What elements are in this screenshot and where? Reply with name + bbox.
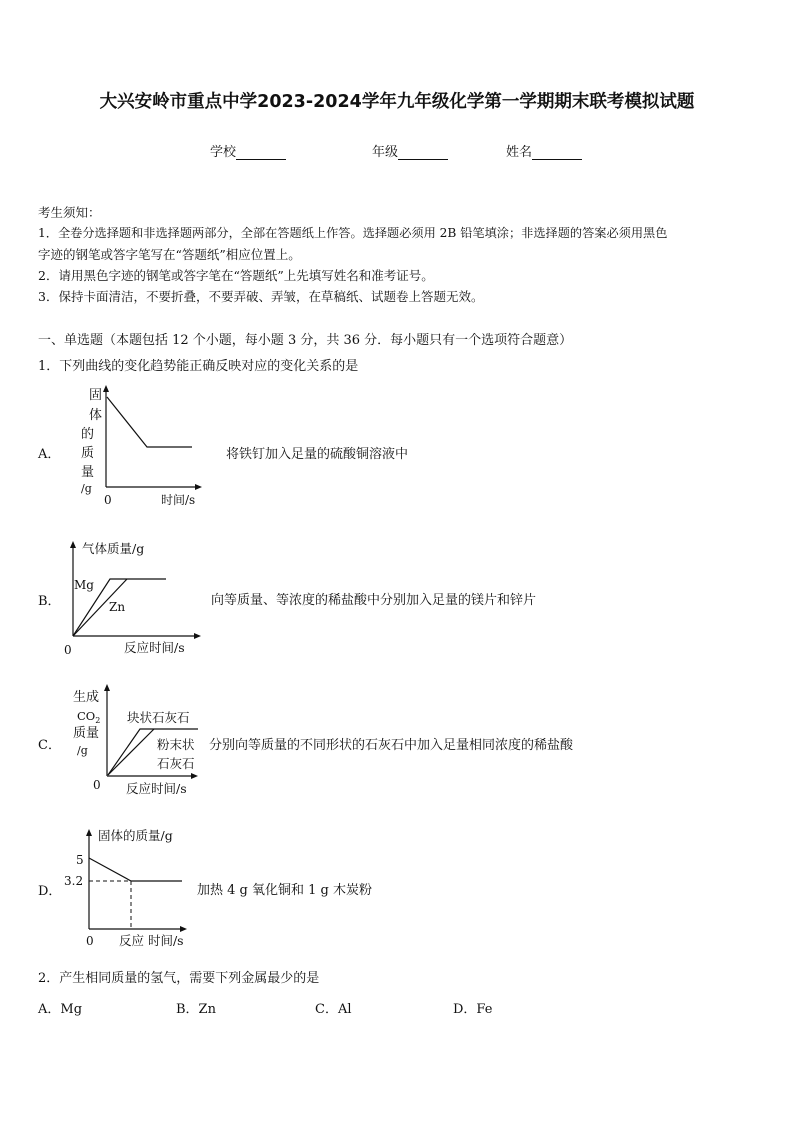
notice-line-1a: 1．全卷分选择题和非选择题两部分，全部在答题纸上作答。选择题必须用 2B 铅笔填涂；非选择题的答案必须用黑色	[38, 226, 668, 240]
graph-c-ylabel-3: 质量	[73, 726, 100, 741]
graph-c	[68, 680, 208, 800]
graph-c-label-powder-2: 石灰石	[157, 756, 195, 771]
graph-a-xlabel: 时间/s	[161, 493, 196, 507]
graph-a	[75, 383, 215, 511]
graph-c-ylabel-4: /g	[77, 744, 88, 757]
notice-line-1b: 字迹的钢笔或答字笔写在“答题纸”相应位置上。	[38, 247, 301, 262]
graph-c-label-powder-1: 粉末状	[157, 737, 195, 752]
option-c-desc: 分别向等质量的不同形状的石灰石中加入足量相同浓度的稀盐酸	[209, 738, 574, 753]
option-c-label: C．	[38, 738, 61, 753]
graph-b-x-arrow	[194, 633, 201, 639]
school-field[interactable]	[210, 141, 286, 160]
graph-d-ylabel: 固体的质量/g	[98, 828, 173, 843]
graph-b-xlabel: 反应时间/s	[124, 640, 185, 655]
graph-c-line-powder	[108, 729, 154, 775]
option-d-label: D．	[38, 884, 62, 899]
graph-d-x-arrow	[180, 926, 187, 932]
name-blank[interactable]	[532, 146, 582, 160]
name-label: 姓名	[506, 145, 533, 160]
graph-d-curve	[89, 858, 182, 881]
section-heading: 一、单选题（本题包括 12 个小题，每小题 3 分，共 36 分．每小题只有一个选项符合题意）	[38, 333, 573, 348]
graph-c-xlabel: 反应时间/s	[126, 781, 187, 796]
option-a-label: A．	[38, 447, 61, 462]
graph-d-origin: 0	[86, 934, 94, 948]
graph-a-ylabel-6: /g	[81, 482, 92, 495]
graph-d-tick-3-2: 3.2	[64, 874, 84, 888]
question-1-stem: 1．下列曲线的变化趋势能正确反映对应的变化关系的是	[38, 359, 359, 374]
option-a-desc: 将铁钉加入足量的硫酸铜溶液中	[226, 447, 409, 462]
graph-a-ylabel-5: 量	[81, 465, 95, 480]
grade-label: 年级	[372, 145, 399, 160]
q2-option-a[interactable]: A．Mg	[38, 1002, 83, 1017]
graph-d-xlabel: 反应 时间/s	[119, 933, 184, 948]
graph-c-label-block: 块状石灰石	[127, 710, 190, 725]
option-b-label: B．	[38, 594, 61, 609]
notice-heading: 考生须知：	[38, 205, 101, 220]
graph-a-x-arrow	[195, 484, 202, 490]
graph-b-y-arrow	[70, 541, 76, 548]
graph-b-label-zn: Zn	[109, 600, 126, 614]
graph-d-y-arrow	[86, 829, 92, 836]
grade-blank[interactable]	[398, 146, 448, 160]
graph-c-x-arrow	[191, 773, 198, 779]
graph-c-origin: 0	[93, 778, 101, 792]
graph-d	[58, 822, 198, 952]
option-b-desc: 向等质量、等浓度的稀盐酸中分别加入足量的镁片和锌片	[211, 593, 537, 608]
graph-a-ylabel-1: 固	[89, 388, 103, 403]
q2-option-b[interactable]: B．Zn	[176, 1002, 216, 1017]
graph-b	[58, 537, 208, 659]
school-label: 学校	[210, 145, 237, 160]
school-blank[interactable]	[236, 146, 286, 160]
graph-a-ylabel-3: 的	[81, 427, 95, 442]
graph-c-ylabel-1: 生成	[73, 690, 100, 705]
notice-line-3: 3．保持卡面清洁，不要折叠，不要弄破、弄皱，在草稿纸、试题卷上答题无效。	[38, 289, 484, 304]
grade-field[interactable]	[372, 141, 448, 160]
page-title: 大兴安岭市重点中学2023-2024学年九年级化学第一学期期末联考模拟试题	[99, 92, 695, 112]
graph-c-ylabel-2: $CO_2$	[77, 709, 101, 725]
graph-a-ylabel-2: 体	[89, 408, 103, 423]
name-field[interactable]	[506, 141, 582, 160]
q2-option-c[interactable]: C．Al	[315, 1002, 352, 1017]
graph-a-curve	[107, 397, 192, 447]
graph-b-label-mg: Mg	[74, 578, 94, 592]
graph-d-tick-5: 5	[76, 853, 84, 867]
question-2-stem: 2．产生相同质量的氢气，需要下列金属最少的是	[38, 971, 320, 986]
graph-a-y-arrow	[103, 385, 109, 392]
graph-b-origin: 0	[64, 643, 72, 657]
graph-c-y-arrow	[104, 684, 110, 691]
graph-a-ylabel-4: 质	[81, 446, 95, 461]
option-d-desc: 加热 4 g 氧化铜和 1 g 木炭粉	[197, 883, 372, 898]
graph-a-origin: 0	[104, 493, 112, 507]
graph-b-ylabel: 气体质量/g	[82, 541, 145, 556]
notice-line-2: 2．请用黑色字迹的钢笔或答字笔在“答题纸”上先填写姓名和准考证号。	[38, 268, 434, 283]
q2-option-d[interactable]: D．Fe	[453, 1002, 493, 1017]
